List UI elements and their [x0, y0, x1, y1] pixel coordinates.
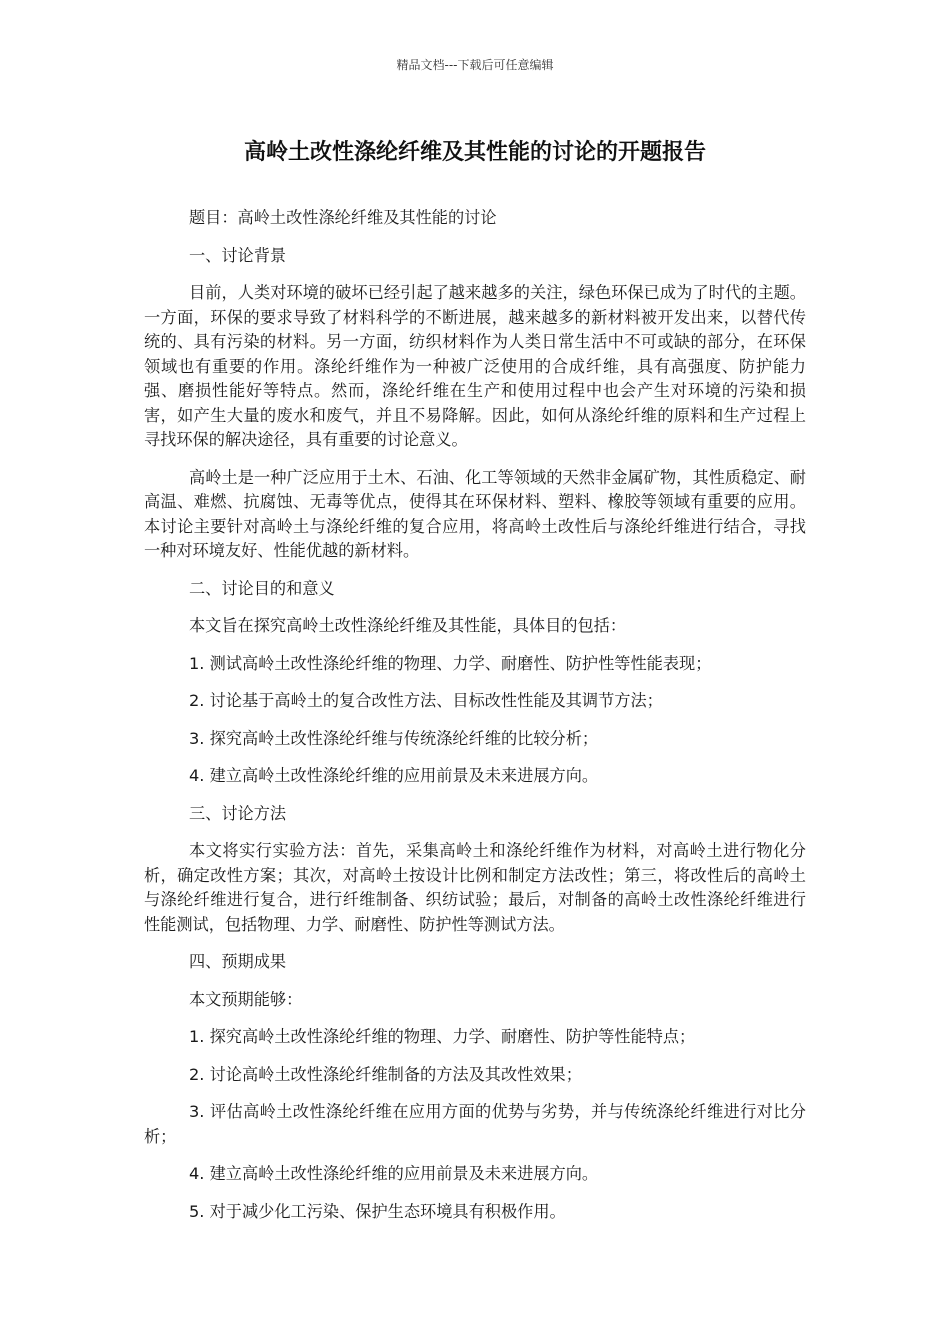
results-item-4: 4. 建立高岭土改性涤纶纤维的应用前景及未来进展方向。: [189, 1164, 599, 1183]
purpose-item-3: 3. 探究高岭土改性涤纶纤维与传统涤纶纤维的比较分析；: [189, 728, 599, 748]
topic-line: 题目：高岭土改性涤纶纤维及其性能的讨论: [189, 208, 497, 227]
section-heading-purpose: 二、讨论目的和意义: [189, 578, 335, 598]
document-body: [144, 206, 806, 1224]
background-paragraph-1: 目前，人类对环境的破坏已经引起了越来越多的关注，绿色环保已成为了时代的主题。一方面，环保的要求导致了材料科学的不断进展，越来越多的新材料被开发出来，以替代传统的、具有污染的材料。另一方面，纺织材料作为人类日常生活中不可或缺的部分，在环保领域也有重要的作用。涤纶纤维作为一种被广泛使用的合成纤维，具有高强度、防护能力强、磨损性能好等特点。然而，涤纶纤维在生产和使用过程中也会产生对环境的污染和损害，如产生大量的废水和废气，并且不易降解。因此，如何从涤纶纤维的原料和生产过程上寻找环保的解决途径，具有重要的讨论意义。: [144, 283, 806, 449]
results-item-1: 1. 探究高岭土改性涤纶纤维的物理、力学、耐磨性、防护等性能特点；: [189, 1027, 696, 1046]
purpose-intro: 本文旨在探究高岭土改性涤纶纤维及其性能，具体目的包括：: [189, 616, 627, 635]
results-item-3: 3. 评估高岭土改性涤纶纤维在应用方面的优势与劣势，并与传统涤纶纤维进行对比分析；: [144, 1102, 806, 1146]
method-paragraph: 本文将实行实验方法：首先，采集高岭土和涤纶纤维作为材料，对高岭土进行物化分析，确定改性方案；其次，对高岭土按设计比例和制定方法改性；第三，将改性后的高岭土与涤纶纤维进行复合，进行纤维制备、织纺试验；最后，对制备的高岭土改性涤纶纤维进行性能测试，包括物理、力学、耐磨性、防护性等测试方法。: [144, 841, 806, 934]
purpose-item-2: 2. 讨论基于高岭土的复合改性方法、目标改性性能及其调节方法；: [189, 691, 663, 710]
section-heading-method: 三、讨论方法: [189, 803, 287, 823]
results-intro: 本文预期能够：: [189, 989, 303, 1009]
purpose-item-1: 1. 测试高岭土改性涤纶纤维的物理、力学、耐磨性、防护性等性能表现；: [189, 653, 712, 673]
document-title: 高岭土改性涤纶纤维及其性能的讨论的开题报告: [243, 140, 706, 165]
section-heading-background: 一、讨论背景: [189, 245, 287, 265]
header-note: 精品文档---下载后可任意编辑: [396, 58, 554, 72]
purpose-item-4: 4. 建立高岭土改性涤纶纤维的应用前景及未来进展方向。: [189, 766, 599, 785]
background-paragraph-2: 高岭土是一种广泛应用于土木、石油、化工等领域的天然非金属矿物，其性质稳定、耐高温、难燃、抗腐蚀、无毒等优点，使得其在环保材料、塑料、橡胶等领域有重要的应用。本讨论主要针对高岭土与涤纶纤维的复合应用，将高岭土改性后与涤纶纤维进行结合，寻找一种对环境友好、性能优越的新材料。: [144, 467, 806, 560]
results-item-2: 2. 讨论高岭土改性涤纶纤维制备的方法及其改性效果；: [189, 1064, 582, 1084]
results-item-5: 5. 对于减少化工污染、保护生态环境具有积极作用。: [189, 1201, 566, 1221]
section-heading-results: 四、预期成果: [189, 952, 287, 971]
